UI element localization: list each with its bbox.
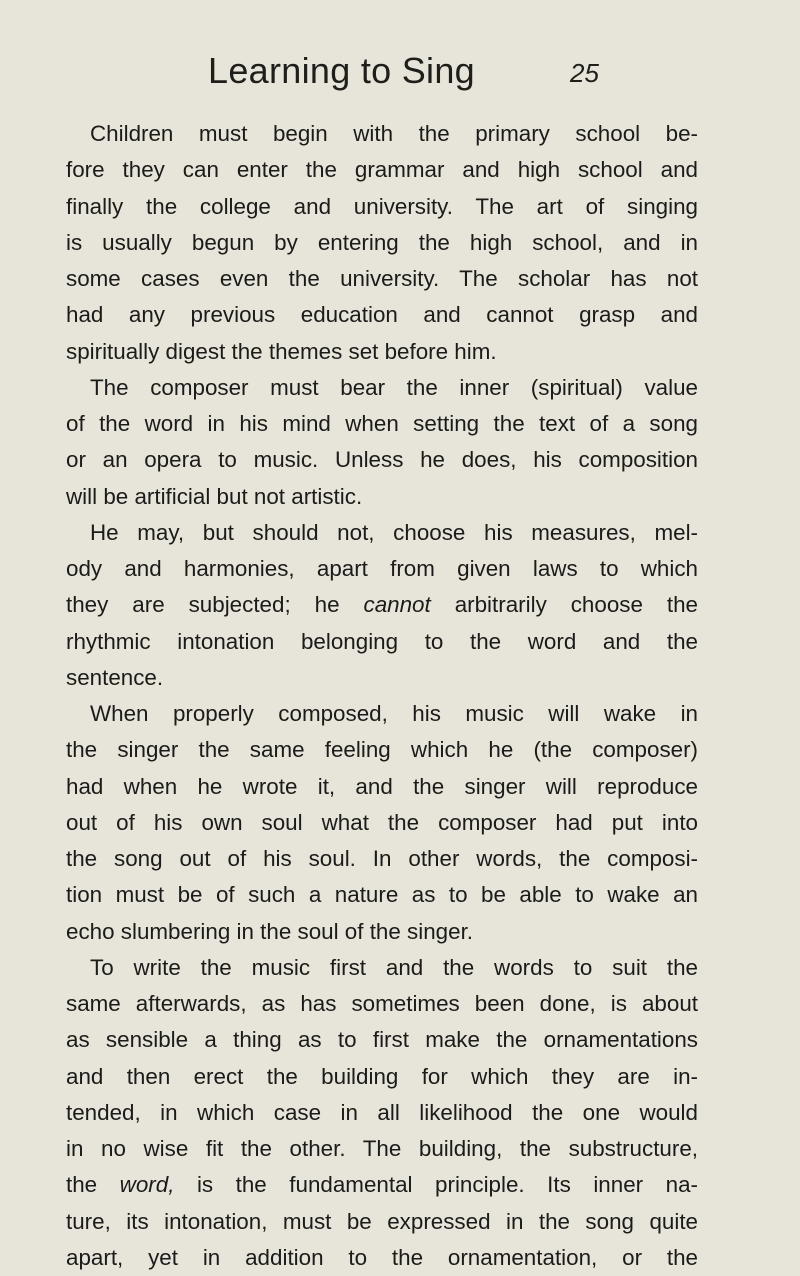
text-line: and then erect the building for which they are in- (66, 1063, 698, 1089)
text-segment: they are subjected; he (66, 592, 364, 618)
emphasized-word: cannot (363, 592, 431, 618)
text-line: in no wise fit the other. The building, the substructure, (66, 1136, 698, 1161)
text-line: rhythmic intonation belonging to the word and the (66, 628, 698, 654)
text-line: When properly composed, his music will wake in (90, 701, 698, 726)
running-title: Learning to Sing (208, 50, 475, 91)
emphasized-word: word, (119, 1172, 175, 1198)
text-line: had when he wrote it, and the singer will reproduce (66, 773, 698, 799)
text-line: Children must begin with the primary school be- (90, 121, 698, 146)
text-segment: is the fundamental principle. Its inner na- (174, 1172, 698, 1198)
text-line: To write the music first and the words to suit the (90, 954, 698, 980)
text-segment: the (66, 1172, 120, 1198)
text-line: or an opera to music. Unless he does, his composition (66, 447, 698, 473)
text-line: tion must be of such a nature as to be able to wake an (66, 882, 698, 908)
text-line: sentence. (66, 664, 164, 690)
text-line: as sensible a thing as to first make the ornamentations (66, 1027, 698, 1053)
text-line: out of his own soul what the composer had put into (66, 809, 698, 835)
text-line: ody and harmonies, apart from given laws to which (66, 556, 698, 581)
text-line: He may, but should not, choose his measures, mel- (90, 519, 698, 545)
text-line: of the word in his mind when setting the text of a song (66, 411, 698, 436)
text-segment: arbitrarily choose the (430, 592, 699, 618)
body-text (66, 116, 698, 1276)
text-line: spiritually digest the themes set before him. (66, 338, 497, 364)
text-line: echo slumbering in the soul of the singer. (66, 918, 474, 944)
text-line: finally the college and university. The art of singing (66, 193, 698, 219)
text-line: will be artificial but not artistic. (66, 483, 363, 509)
text-line: is usually begun by entering the high school, and in (66, 229, 698, 255)
text-line: The composer must bear the inner (spiritual) value (90, 374, 698, 400)
text-line: same afterwards, as has sometimes been done, is about (66, 991, 698, 1016)
page-number: 25 (570, 58, 599, 88)
text-line: the singer the same feeling which he (the composer) (66, 737, 698, 763)
text-line: the song out of his soul. In other words, the composi- (66, 846, 698, 871)
text-line: ture, its intonation, must be expressed in the song quite (66, 1208, 698, 1234)
running-head (0, 46, 800, 96)
text-line: had any previous education and cannot grasp and (66, 302, 698, 328)
text-line (66, 1167, 698, 1203)
text-line: tended, in which case in all likelihood the one would (66, 1099, 698, 1125)
text-line: some cases even the university. The scholar has not (66, 266, 698, 291)
text-line: fore they can enter the grammar and high school and (66, 157, 698, 183)
text-line: apart, yet in addition to the ornamentation, or the (66, 1244, 698, 1270)
text-line (66, 587, 698, 623)
